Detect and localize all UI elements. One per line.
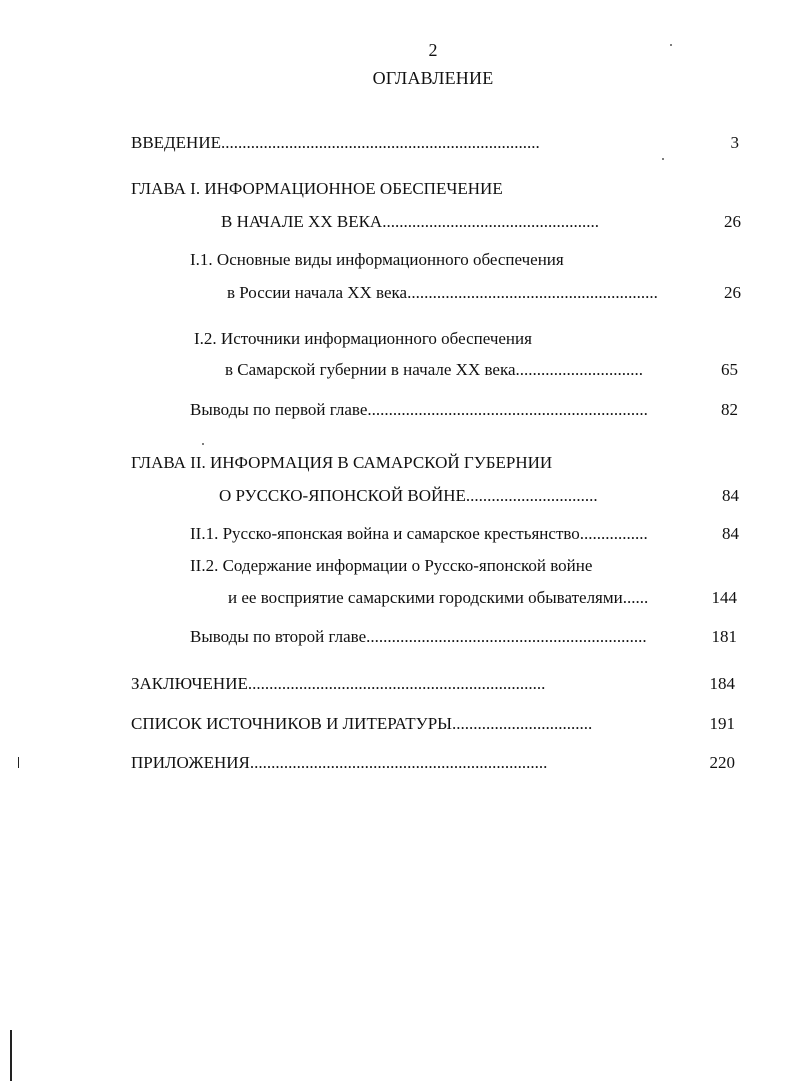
toc-leader-dots: ..............................	[515, 360, 643, 379]
toc-leader-dots: ..................................................................	[367, 400, 648, 419]
toc-page-number: 184	[707, 673, 736, 695]
toc-entry-text: ГЛАВА II. ИНФОРМАЦИЯ В САМАРСКОЙ ГУБЕРНИИ	[131, 453, 553, 472]
toc-leader-dots: ......	[622, 588, 649, 607]
toc-leader-dots: ...............................	[465, 486, 598, 505]
toc-entry-conclusion	[131, 673, 735, 695]
toc-section-1-2-subtitle	[225, 359, 738, 381]
toc-entry-introduction	[131, 132, 739, 154]
toc-page-number: 3	[728, 132, 740, 154]
toc-page-number: 26	[721, 211, 741, 233]
toc-entry-text: Выводы по второй главе	[190, 627, 367, 646]
toc-entry-text: ГЛАВА I. ИНФОРМАЦИОННОЕ ОБЕСПЕЧЕНИЕ	[131, 179, 503, 198]
toc-leader-dots: .................................	[451, 714, 593, 733]
toc-leader-dots: ......................................................................	[249, 753, 548, 772]
toc-leader-dots: ...........................................................................	[220, 133, 540, 152]
toc-page-number: 84	[719, 485, 739, 507]
toc-leader-dots: ................	[579, 524, 648, 543]
toc-entry-text: ПРИЛОЖЕНИЯ	[131, 753, 250, 772]
toc-chapter-1-conclusions	[190, 399, 738, 421]
toc-entry-text: I.2. Источники информационного обеспечения	[194, 329, 532, 348]
scan-artifact-speck	[670, 44, 672, 46]
scan-artifact-edge-line	[10, 1030, 12, 1081]
toc-entry-text: в Самарской губернии в начале XX века	[225, 360, 516, 379]
toc-chapter-2-subtitle	[219, 485, 739, 507]
scan-artifact-mark	[18, 757, 19, 768]
toc-leader-dots: ...................................................	[382, 212, 599, 231]
toc-entry-text: СПИСОК ИСТОЧНИКОВ И ЛИТЕРАТУРЫ	[131, 714, 452, 733]
toc-entry-text: в России начала XX века	[227, 283, 408, 302]
toc-leader-dots: ...........................................................	[407, 283, 658, 302]
toc-title: ОГЛАВЛЕНИЕ	[372, 68, 494, 88]
toc-section-2-2-subtitle	[228, 587, 737, 609]
toc-page-number: 191	[707, 713, 736, 735]
toc-entry-text: I.1. Основные виды информационного обеспечения	[190, 250, 564, 269]
scan-artifact-speck	[662, 158, 664, 160]
toc-entry-text: и ее восприятие самарскими городскими обывателями	[228, 588, 623, 607]
toc-chapter-1-title	[131, 178, 503, 200]
toc-chapter-1-subtitle	[221, 211, 741, 233]
toc-leader-dots: ..................................................................	[366, 627, 647, 646]
toc-page-number: 144	[709, 587, 738, 609]
toc-page-number: 26	[721, 282, 741, 304]
page-number: 2	[428, 40, 438, 60]
toc-entry-text: II.2. Содержание информации о Русско-японской войне	[190, 556, 593, 575]
scan-artifact-speck	[202, 443, 204, 445]
toc-entry-text: ЗАКЛЮЧЕНИЕ	[131, 674, 248, 693]
toc-section-2-1	[190, 523, 739, 545]
toc-chapter-2-title	[131, 452, 552, 474]
toc-entry-text: О РУССКО-ЯПОНСКОЙ ВОЙНЕ	[219, 486, 466, 505]
toc-page-number: 84	[719, 523, 739, 545]
toc-page-number: 82	[718, 399, 738, 421]
toc-section-1-1-title	[190, 249, 564, 271]
toc-page-number: 65	[718, 359, 738, 381]
toc-entry-appendix	[131, 752, 735, 774]
toc-entry-text: Выводы по первой главе	[190, 400, 368, 419]
toc-section-1-1-subtitle	[227, 282, 741, 304]
toc-page-number: 181	[709, 626, 738, 648]
toc-leader-dots: ......................................................................	[247, 674, 546, 693]
toc-chapter-2-conclusions	[190, 626, 737, 648]
toc-entry-text: ВВЕДЕНИЕ	[131, 133, 221, 152]
toc-entry-text: II.1. Русско-японская война и самарское крестьянство	[190, 524, 580, 543]
toc-section-2-2-title	[190, 555, 592, 577]
toc-section-1-2-title	[194, 328, 532, 350]
toc-entry-text: В НАЧАЛЕ XX ВЕКА	[221, 212, 383, 231]
toc-entry-sources	[131, 713, 735, 735]
toc-page-number: 220	[707, 752, 736, 774]
